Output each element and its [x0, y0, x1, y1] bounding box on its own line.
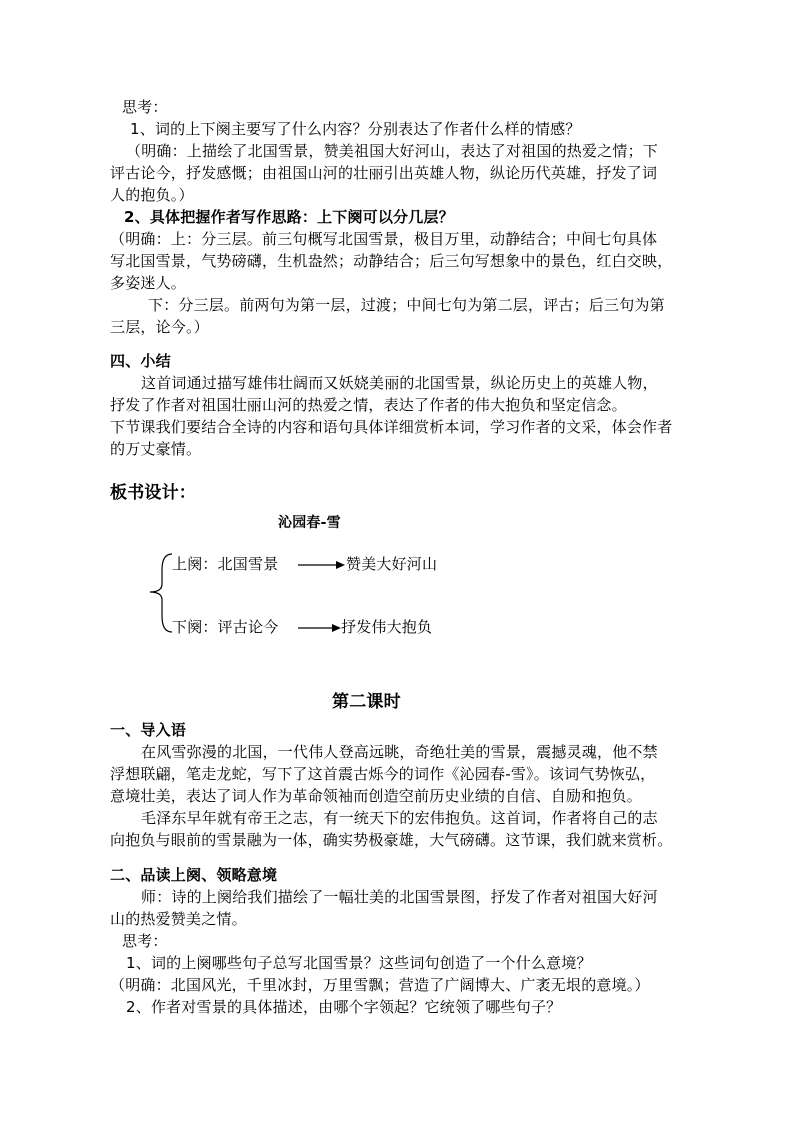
intro-line-5: 向抱负与眼前的雪景融为一体，确实势极豪雄，大气磅礴。这节课，我们就来赏析。 — [110, 831, 673, 849]
lesson-2-question-2: 2、作者对雪景的具体描述，由哪个字领起？它统领了哪些句子？ — [126, 998, 562, 1016]
answer-2-line-3: 多姿迷人。 — [110, 274, 187, 292]
question-2: 2、具体把握作者写作思路：上下阕可以分几层？ — [124, 208, 454, 226]
answer-2-line-2: 写北国雪景，气势磅礴，生机盎然；动静结合；后三句写想象中的景色，红白交映， — [110, 252, 673, 270]
read-heading: 二、品读上阕、领略意境 — [110, 866, 278, 884]
board-heading: 板书设计： — [110, 483, 196, 503]
answer-1-line-3: 人的抱负。） — [110, 186, 194, 204]
summary-line-1: 这首词通过描写雄伟壮阔而又妖娆美丽的北国雪景，纵论历史上的英雄人物， — [141, 374, 658, 392]
board-lower-left: 下阕：评古论今 — [172, 618, 279, 636]
think-label: 思考： — [122, 98, 168, 116]
intro-line-2: 浮想联翩，笔走龙蛇，写下了这首震古烁今的词作《沁园春-雪》。该词气势恢弘， — [110, 765, 656, 783]
board-upper-right: 赞美大好河山 — [346, 555, 438, 573]
answer-2-line-5: 三层，论今。） — [110, 318, 209, 336]
board-upper-left: 上阕：北国雪景 — [172, 555, 279, 573]
summary-line-3: 下节课我们要结合全诗的内容和语句具体详细赏析本词，学习作者的文采，体会作者 — [110, 418, 673, 436]
summary-line-4: 的万丈豪情。 — [110, 440, 202, 458]
lesson-2-question-1: 1、词的上阕哪些句子总写北国雪景？这些词句创造了一个什么意境？ — [126, 954, 592, 972]
lesson-2-title: 第二课时 — [332, 692, 401, 712]
summary-heading: 四、小结 — [110, 352, 171, 370]
think-label-2: 思考： — [122, 932, 168, 950]
intro-line-1: 在风雪弥漫的北国，一代伟人登高远眺，奇绝壮美的雪景，震撼灵魂，他不禁 — [141, 743, 658, 761]
arrow-lower-icon — [332, 624, 341, 632]
teacher-line-1: 师：诗的上阕给我们描绘了一幅壮美的北国雪景图，抒发了作者对祖国大好河 — [141, 888, 658, 906]
intro-heading: 一、导入语 — [110, 721, 187, 739]
teacher-line-2: 山的热爱赞美之情。 — [110, 910, 247, 928]
question-1: 1、词的上下阕主要写了什么内容？分别表达了作者什么样的情感？ — [130, 120, 581, 138]
brace-shape — [150, 554, 172, 632]
board-title: 沁园春-雪 — [278, 515, 341, 531]
board-lower-right: 抒发伟大抱负 — [341, 618, 433, 636]
arrow-upper-icon — [336, 561, 345, 569]
answer-2-line-1: （明确：上：分三层。前三句概写北国雪景，极目万里，动静结合；中间七句具体 — [110, 230, 658, 248]
answer-1-line-2: 评古论今，抒发感慨；由祖国山河的壮丽引出英雄人物，纵论历代英雄，抒发了词 — [110, 164, 658, 182]
summary-line-2: 抒发了作者对祖国壮丽山河的热爱之情，表达了作者的伟大抱负和坚定信念。 — [110, 396, 627, 414]
answer-1-line-1: （明确：上描绘了北国雪景，赞美祖国大好河山，表达了对祖国的热爱之情；下 — [126, 142, 659, 160]
intro-line-4: 毛泽东早年就有帝王之志，有一统天下的宏伟抱负。这首词，作者将自己的志 — [141, 809, 658, 827]
lesson-2-answer-1: （明确：北国风光，千里冰封，万里雪飘；营造了广阔博大、广袤无垠的意境。） — [110, 976, 650, 994]
answer-2-line-4: 下：分三层。前两句为第一层，过渡；中间七句为第二层，评古；后三句为第 — [148, 296, 665, 314]
intro-line-3: 意境壮美，表达了词人作为革命领袖而创造空前历史业绩的自信、自励和抱负。 — [110, 787, 643, 805]
